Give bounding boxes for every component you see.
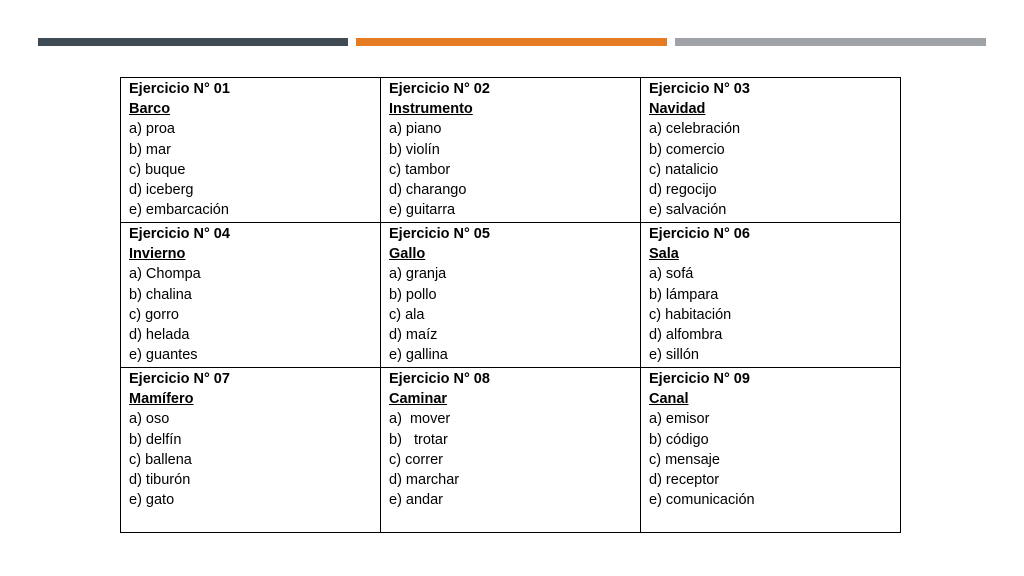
exercise-option: d) maíz: [389, 327, 438, 344]
exercise-title: Ejercicio N° 01: [129, 81, 230, 97]
exercise-option: b) pollo: [389, 286, 437, 303]
exercise-option: c) gorro: [129, 306, 179, 323]
exercise-option: e) comunicación: [649, 492, 755, 509]
exercise-option: e) guantes: [129, 347, 198, 364]
exercise-key-word: Gallo: [389, 246, 426, 263]
exercise-options: [649, 119, 892, 220]
header-bar-dark: [38, 38, 348, 46]
exercise-option: d) charango: [389, 182, 467, 199]
exercise-option: a) granja: [389, 266, 447, 283]
exercise-option: b) violín: [389, 141, 440, 158]
exercise-cell: [641, 78, 901, 223]
exercise-option: d) alfombra: [649, 327, 723, 344]
header-bar-orange: [356, 38, 667, 46]
exercise-option: e) embarcación: [129, 202, 229, 219]
exercise-option: a) Chompa: [129, 266, 201, 283]
exercise-option: b) comercio: [649, 141, 725, 158]
exercise-cell: [381, 78, 641, 223]
exercise-options: [389, 119, 632, 220]
exercise-title: Ejercicio N° 07: [129, 371, 230, 387]
exercise-key-word: Canal: [649, 391, 689, 408]
exercise-option: d) iceberg: [129, 182, 194, 199]
exercise-row: [121, 223, 901, 368]
exercise-options: [649, 264, 892, 365]
exercise-title: Ejercicio N° 06: [649, 226, 750, 242]
exercise-cell: [641, 368, 901, 533]
exercise-title: Ejercicio N° 04: [129, 226, 230, 242]
exercise-options: [129, 264, 372, 365]
exercise-option: e) salvación: [649, 202, 727, 219]
exercise-option: b) mar: [129, 141, 171, 158]
exercise-option: e) andar: [389, 492, 444, 509]
exercise-options: [649, 409, 892, 510]
exercise-options: [129, 409, 372, 510]
exercise-option: d) marchar: [389, 472, 460, 489]
exercise-option: e) gallina: [389, 347, 448, 364]
exercise-options: [389, 409, 632, 510]
exercises-table: [120, 77, 901, 533]
exercise-key-word: Invierno: [129, 246, 186, 263]
exercise-title: Ejercicio N° 09: [649, 371, 750, 387]
exercise-option: b) código: [649, 431, 709, 448]
exercise-key-word: Caminar: [389, 391, 448, 408]
exercise-option: b) trotar: [389, 431, 448, 448]
exercise-options: [389, 264, 632, 365]
exercise-title: Ejercicio N° 05: [389, 226, 490, 242]
exercise-option: c) natalicio: [649, 161, 719, 178]
exercise-option: c) ballena: [129, 451, 192, 468]
exercise-cell: [121, 78, 381, 223]
exercise-option: b) delfín: [129, 431, 182, 448]
exercise-option: a) oso: [129, 411, 170, 428]
header-bar-gray: [675, 38, 986, 46]
exercise-title: Ejercicio N° 02: [389, 81, 490, 97]
exercise-cell: [121, 368, 381, 533]
exercise-option: a) mover: [389, 411, 451, 428]
exercise-option: e) guitarra: [389, 202, 456, 219]
exercise-key-word: Mamífero: [129, 391, 194, 408]
exercise-option: d) regocijo: [649, 182, 717, 199]
exercise-row: [121, 78, 901, 223]
exercise-options: [129, 119, 372, 220]
exercise-option: a) piano: [389, 121, 442, 138]
exercise-option: e) sillón: [649, 347, 699, 364]
exercise-title: Ejercicio N° 03: [649, 81, 750, 97]
exercise-cell: [381, 368, 641, 533]
exercise-key-word: Barco: [129, 101, 171, 118]
exercise-option: a) emisor: [649, 411, 710, 428]
exercise-option: b) chalina: [129, 286, 192, 303]
exercise-option: c) habitación: [649, 306, 732, 323]
exercise-cell: [641, 223, 901, 368]
exercise-key-word: Navidad: [649, 101, 706, 118]
exercise-option: c) tambor: [389, 161, 451, 178]
exercise-row: [121, 368, 901, 533]
exercise-key-word: Instrumento: [389, 101, 473, 118]
exercise-option: c) mensaje: [649, 451, 720, 468]
exercise-option: a) celebración: [649, 121, 741, 138]
exercise-title: Ejercicio N° 08: [389, 371, 490, 387]
exercise-option: e) gato: [129, 492, 175, 509]
exercise-option: c) correr: [389, 451, 443, 468]
exercise-option: a) sofá: [649, 266, 694, 283]
exercise-cell: [121, 223, 381, 368]
exercise-option: c) ala: [389, 306, 425, 323]
exercise-option: d) receptor: [649, 472, 720, 489]
exercise-option: a) proa: [129, 121, 175, 138]
exercise-cell: [381, 223, 641, 368]
exercise-option: b) lámpara: [649, 286, 719, 303]
exercise-option: d) helada: [129, 327, 190, 344]
exercise-option: d) tiburón: [129, 472, 191, 489]
exercise-option: c) buque: [129, 161, 186, 178]
exercise-key-word: Sala: [649, 246, 679, 263]
